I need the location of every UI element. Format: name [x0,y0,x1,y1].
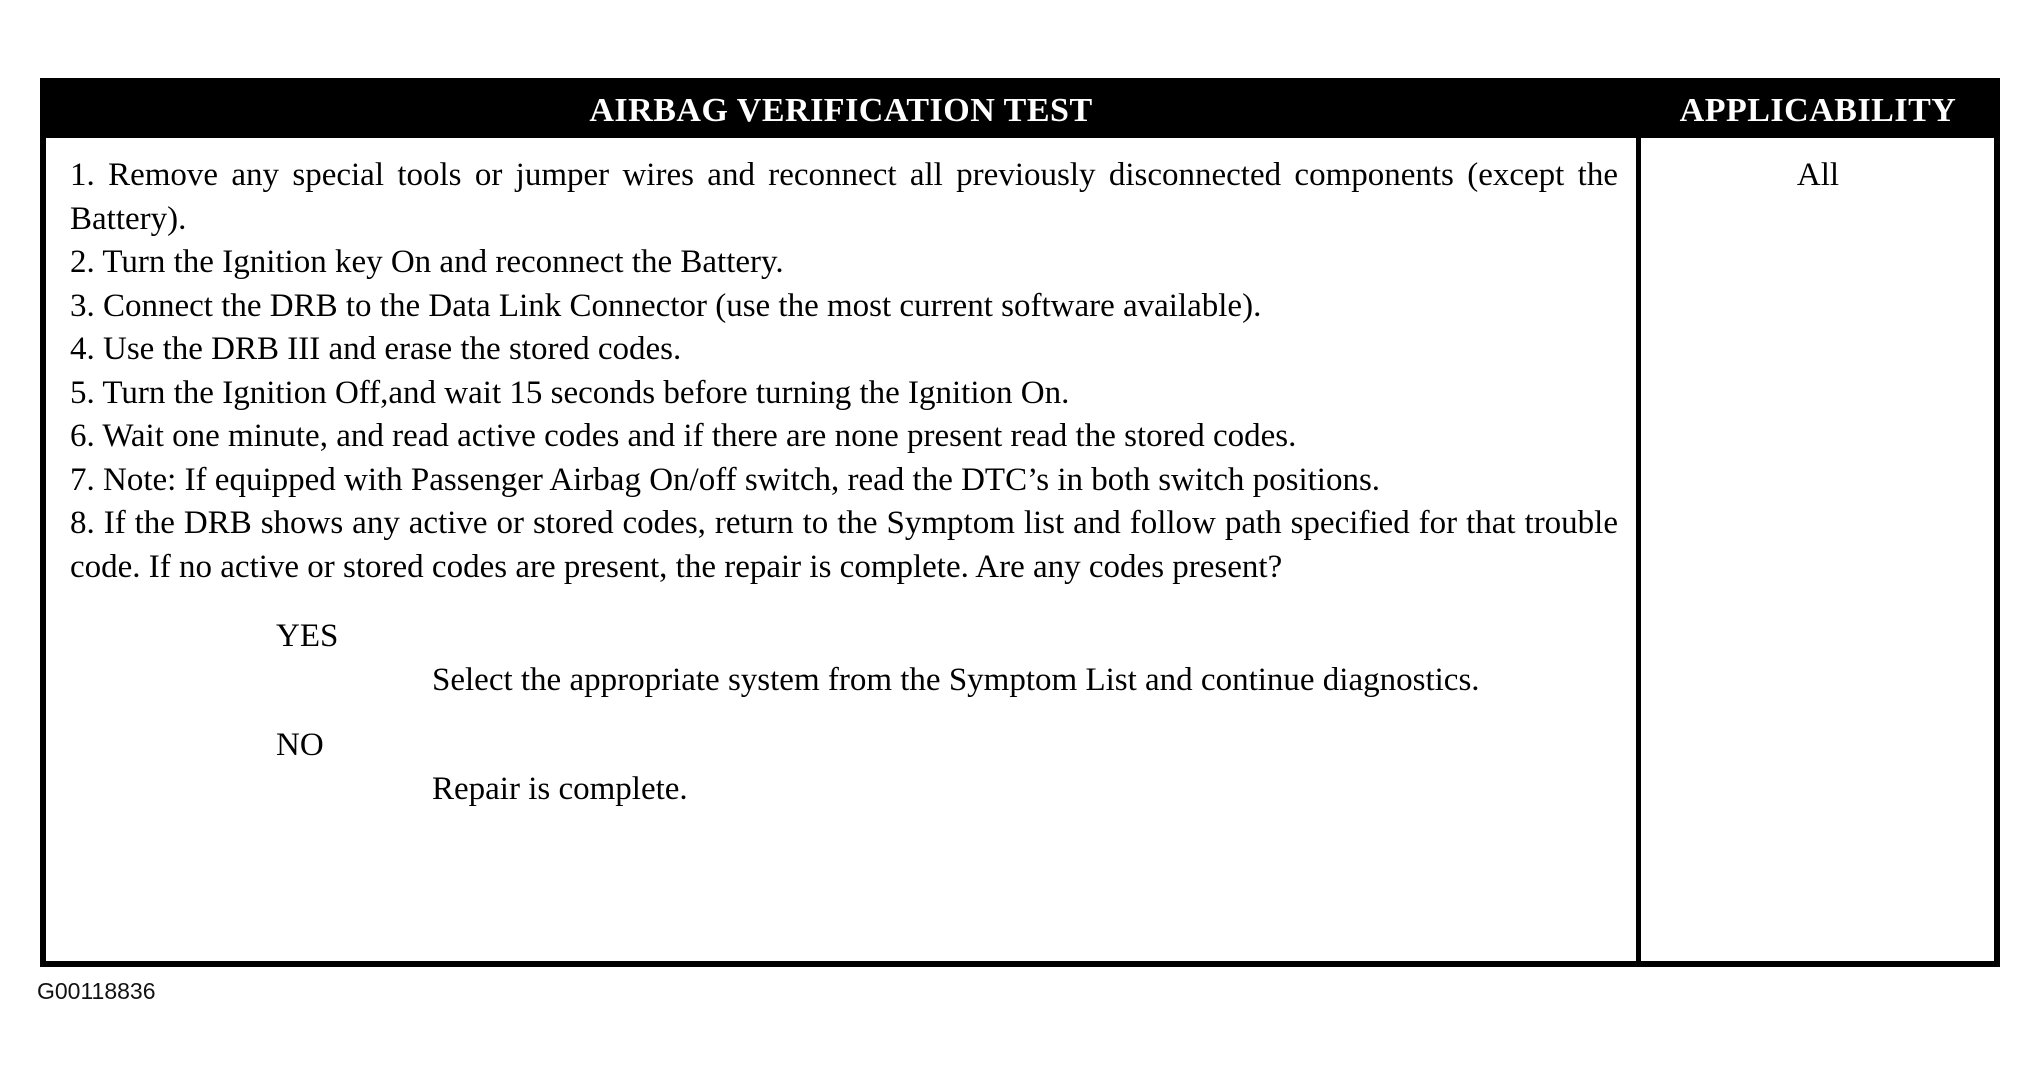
step-8: 8. If the DRB shows any active or stored codes, return to the Symptom list and follow path specified for that trouble code. If no active or stored codes are present, the repair is complete. Are any codes present? [70,505,1618,585]
step-2: 2. Turn the Ignition key On and reconnect the Battery. [70,244,784,280]
answer-yes [70,615,1618,702]
figure-id: G00118836 [37,978,156,1004]
no-label: NO [276,727,324,763]
step-4: 4. Use the DRB III and erase the stored codes. [70,331,682,367]
table-header [46,84,1994,138]
step-3: 3. Connect the DRB to the Data Link Connector (use the most current software available). [70,287,1262,324]
step-7: 7. Note: If equipped with Passenger Airbag On/off switch, read the DTC’s in both switch positions. [70,461,1381,498]
yes-action: Select the appropriate system from the Symptom List and continue diagnostics. [432,661,1480,698]
step-6: 6. Wait one minute, and read active codes and if there are none present read the stored codes. [70,418,1297,454]
yes-label: YES [276,618,339,654]
answer-no [70,724,1618,811]
applicability-value: All [1796,157,1840,193]
test-title: AIRBAG VERIFICATION TEST [589,92,1093,129]
applicability-header: APPLICABILITY [1679,92,1957,129]
test-procedure [70,154,1618,811]
column-divider [1636,138,1641,961]
verification-test-table [40,78,2000,967]
no-action: Repair is complete. [432,770,688,807]
step-5: 5. Turn the Ignition Off,and wait 15 seconds before turning the Ignition On. [70,374,1070,411]
step-1: 1. Remove any special tools or jumper wires and reconnect all previously disconnected components (except the Battery). [70,157,1618,237]
